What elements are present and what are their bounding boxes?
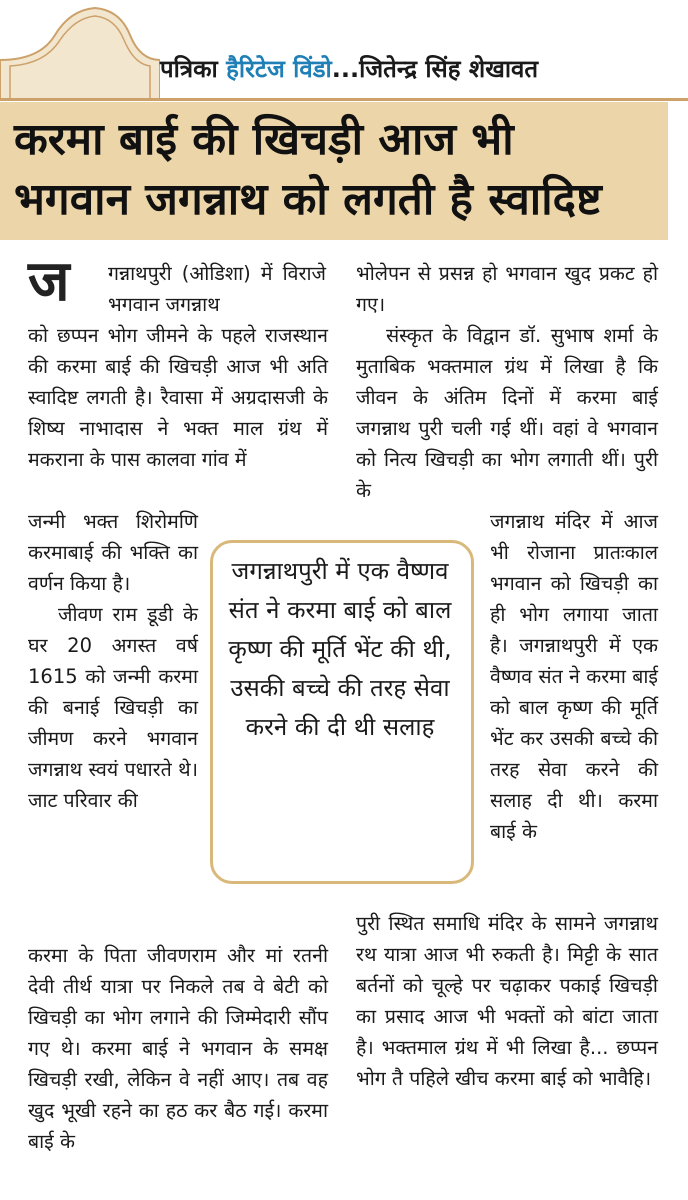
article-narrow-column [28, 506, 198, 816]
headline-line-1: करमा बाई की खिचड़ी आज भी [14, 114, 514, 165]
section-header [160, 52, 680, 92]
headline-line-2: भगवान जगन्नाथ को लगती है स्वादिष्ट [14, 174, 602, 225]
ornament-arch-icon [0, 0, 160, 100]
article-paragraph-1: को छप्पन भोग जीमने के पहले राजस्थान की करमा बाई की खिचड़ी आज भी अति स्वादिष्ट लगती है। रैवासा में अग्रदासजी के शिष्य नाभादास ने भक्त माल ग्रंथ में मकराना के पास कालवा गांव में [28, 324, 328, 471]
article-paragraph-4: करमा के पिता जीवणराम और मां रतनी देवी तीर्थ यात्रा पर निकले तब वे बेटी को खिचड़ी का भोग लगाने की जिम्मेदारी सौंप गए थे। करमा बाई ने भगवान के समक्ष खिचड़ी रखी, लेकिन वे नहीं आए। तब वह खुद भूखी रहने का हठ कर बैठ गई। करमा बाई के [28, 944, 328, 1153]
pull-quote: जगन्नाथपुरी में एक वैष्णव संत ने करमा बाई को बाल कृष्ण की मूर्ति भेंट की थी, उसकी बच्चे की तरह सेवा करने की दी थी सलाह [228, 557, 452, 741]
article-paragraph-8: पुरी स्थित समाधि मंदिर के सामने जगन्नाथ रथ यात्रा आज भी रुकती है। मिट्टी के सात बर्तनों को चूल्हे पर चढ़ाकर पकाई खिचड़ी का प्रसाद आज भी भक्तों को बांटा जाता है। भक्तमाल ग्रंथ में भी लिखा है... छप्पन भोग तै पहिले खीच करमा बाई को भावैहि। [356, 912, 658, 1090]
article-paragraph-3: जीवण राम डूडी के घर 20 अगस्त वर्ष 1615 को जन्मी करमा की बनाई खिचड़ी का जीमण करने भगवान जगन्नाथ स्वयं पधारते थे। जाट परिवार की [28, 603, 198, 812]
headline [14, 110, 664, 230]
article-intro: गन्नाथपुरी (ओडिशा) में विराजे भगवान जगन्नाथ [108, 262, 326, 316]
author-name: जितेन्द्र सिंह शेखावत [359, 55, 539, 83]
article-paragraph-7: जगन्नाथ मंदिर में आज भी रोजाना प्रातःकाल भगवान को खिचड़ी का ही भोग लगाया जाता है। जगन्नाथपुरी में एक वैष्णव संत ने करमा बाई को बाल कृष्ण की मूर्ति भेंट कर उसकी बच्चे की तरह सेवा करने की सलाह दी थी। करमा बाई के [490, 510, 658, 843]
header-divider [0, 98, 688, 101]
article-paragraph-5: भोलेपन से प्रसन्न हो भगवान खुद प्रकट हो गए। [356, 262, 658, 316]
article-column-2-top [356, 258, 658, 506]
article-paragraph-2: जन्मी भक्त शिरोमणि करमाबाई की भक्ति का वर्णन किया है। [28, 510, 198, 595]
brand-name: पत्रिका [160, 55, 218, 83]
article-paragraph-6: संस्कृत के विद्वान डॉ. सुभाष शर्मा के मुताबिक भक्तमाल ग्रंथ में लिखा है कि जीवन के अंतिम दिनों में करमा बाई जगन्नाथ पुरी चली गई थीं। वहां वे भगवान को नित्य खिचड़ी का भोग लगाती थीं। पुरी के [356, 324, 658, 502]
section-name: हैरिटेज विंडो [226, 55, 332, 83]
drop-cap: ज [28, 249, 70, 314]
header-separator: ... [331, 55, 360, 83]
